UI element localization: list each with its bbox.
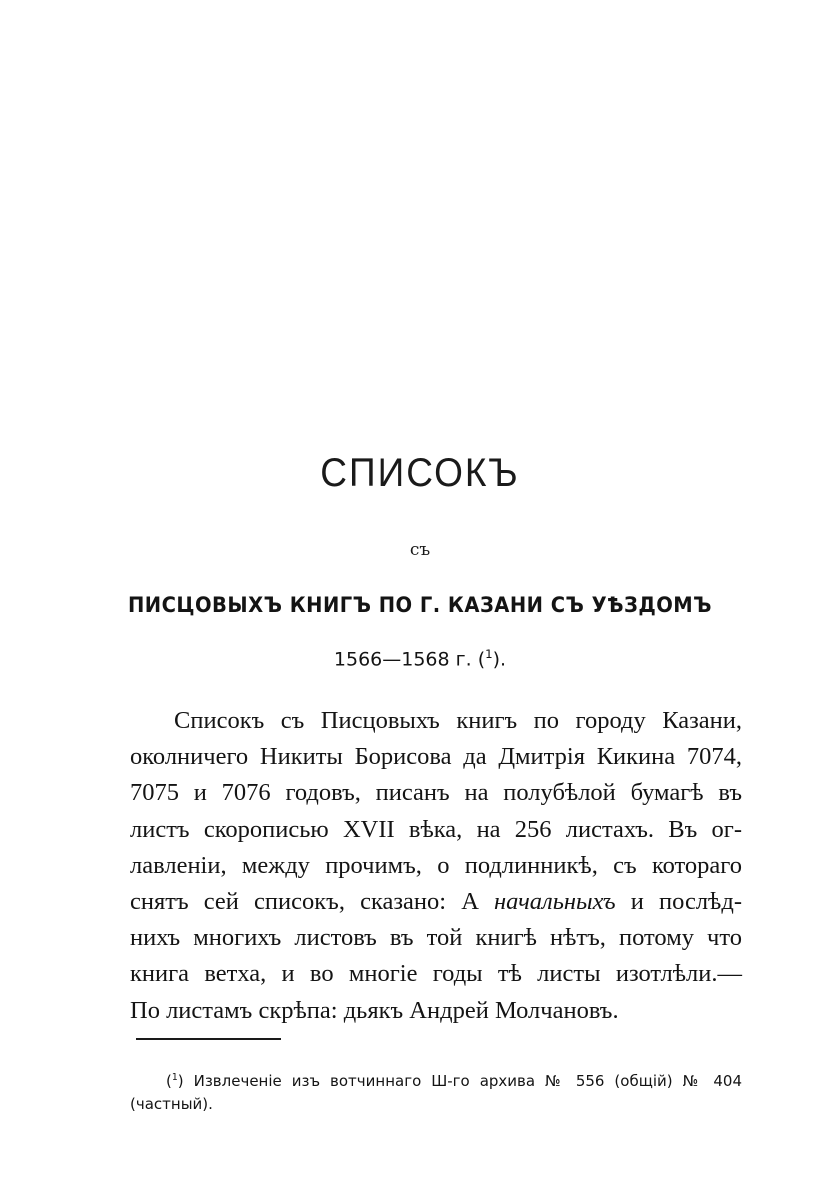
body-paragraph [130, 703, 742, 1029]
date-range-close: ). [492, 648, 507, 671]
body-line: нихъ многихъ листовъ въ той книгѣ нѣтъ, потому что [130, 924, 742, 952]
body-line: 7075 и 7076 годовъ, писанъ на полубѣлой бумагѣ въ [130, 779, 742, 807]
footnote-divider [136, 1038, 281, 1040]
document-subtitle: ПИСЦОВЫХЪ КНИГЪ ПО Г. КАЗАНИ СЪ УѢЗДОМЪ [127, 593, 713, 617]
footnote-line-continued: (частный). [130, 1095, 213, 1113]
title-preposition: съ [409, 540, 431, 560]
footnote-reference[interactable]: 1 [485, 647, 493, 661]
body-line-with-italic [130, 884, 742, 920]
footnote-line: ($^1$) Извлеченіе изъ вотчиннаго Ш-го архива № 556 (общій) № 404 [166, 1072, 742, 1090]
footnote [130, 1066, 742, 1116]
body-line: По листамъ скрѣпа: дьякъ Андрей Молчановъ. [130, 996, 619, 1024]
body-line-part: и послѣд- [615, 888, 742, 916]
italic-phrase: начальныхъ [494, 888, 616, 916]
footnote-marker: 1 [171, 1072, 178, 1083]
footnote-text: ) Извлеченіе изъ вотчиннаго Ш-го архива № 556 (общій) № 404 [177, 1072, 742, 1090]
date-range-text: 1566—1568 г. ( [333, 648, 486, 671]
body-line: лавленіи, между прочимъ, о подлинникѣ, съ котораго [130, 851, 742, 879]
body-line: листъ скорописью XVII вѣка, на 256 листахъ. Въ ог- [130, 815, 742, 843]
body-line: Списокъ съ Писцовыхъ книгъ по городу Казани, [174, 707, 742, 734]
body-line-part: снятъ сей списокъ, сказано: А [130, 888, 495, 916]
body-line: книга ветха, и во многіе годы тѣ листы изотлѣли.— [130, 960, 742, 988]
document-title: СПИСОКЪ [320, 450, 520, 495]
date-range [0, 647, 840, 670]
body-line: околничего Никиты Борисова да Дмитрія Кикина 7074, [130, 743, 742, 771]
